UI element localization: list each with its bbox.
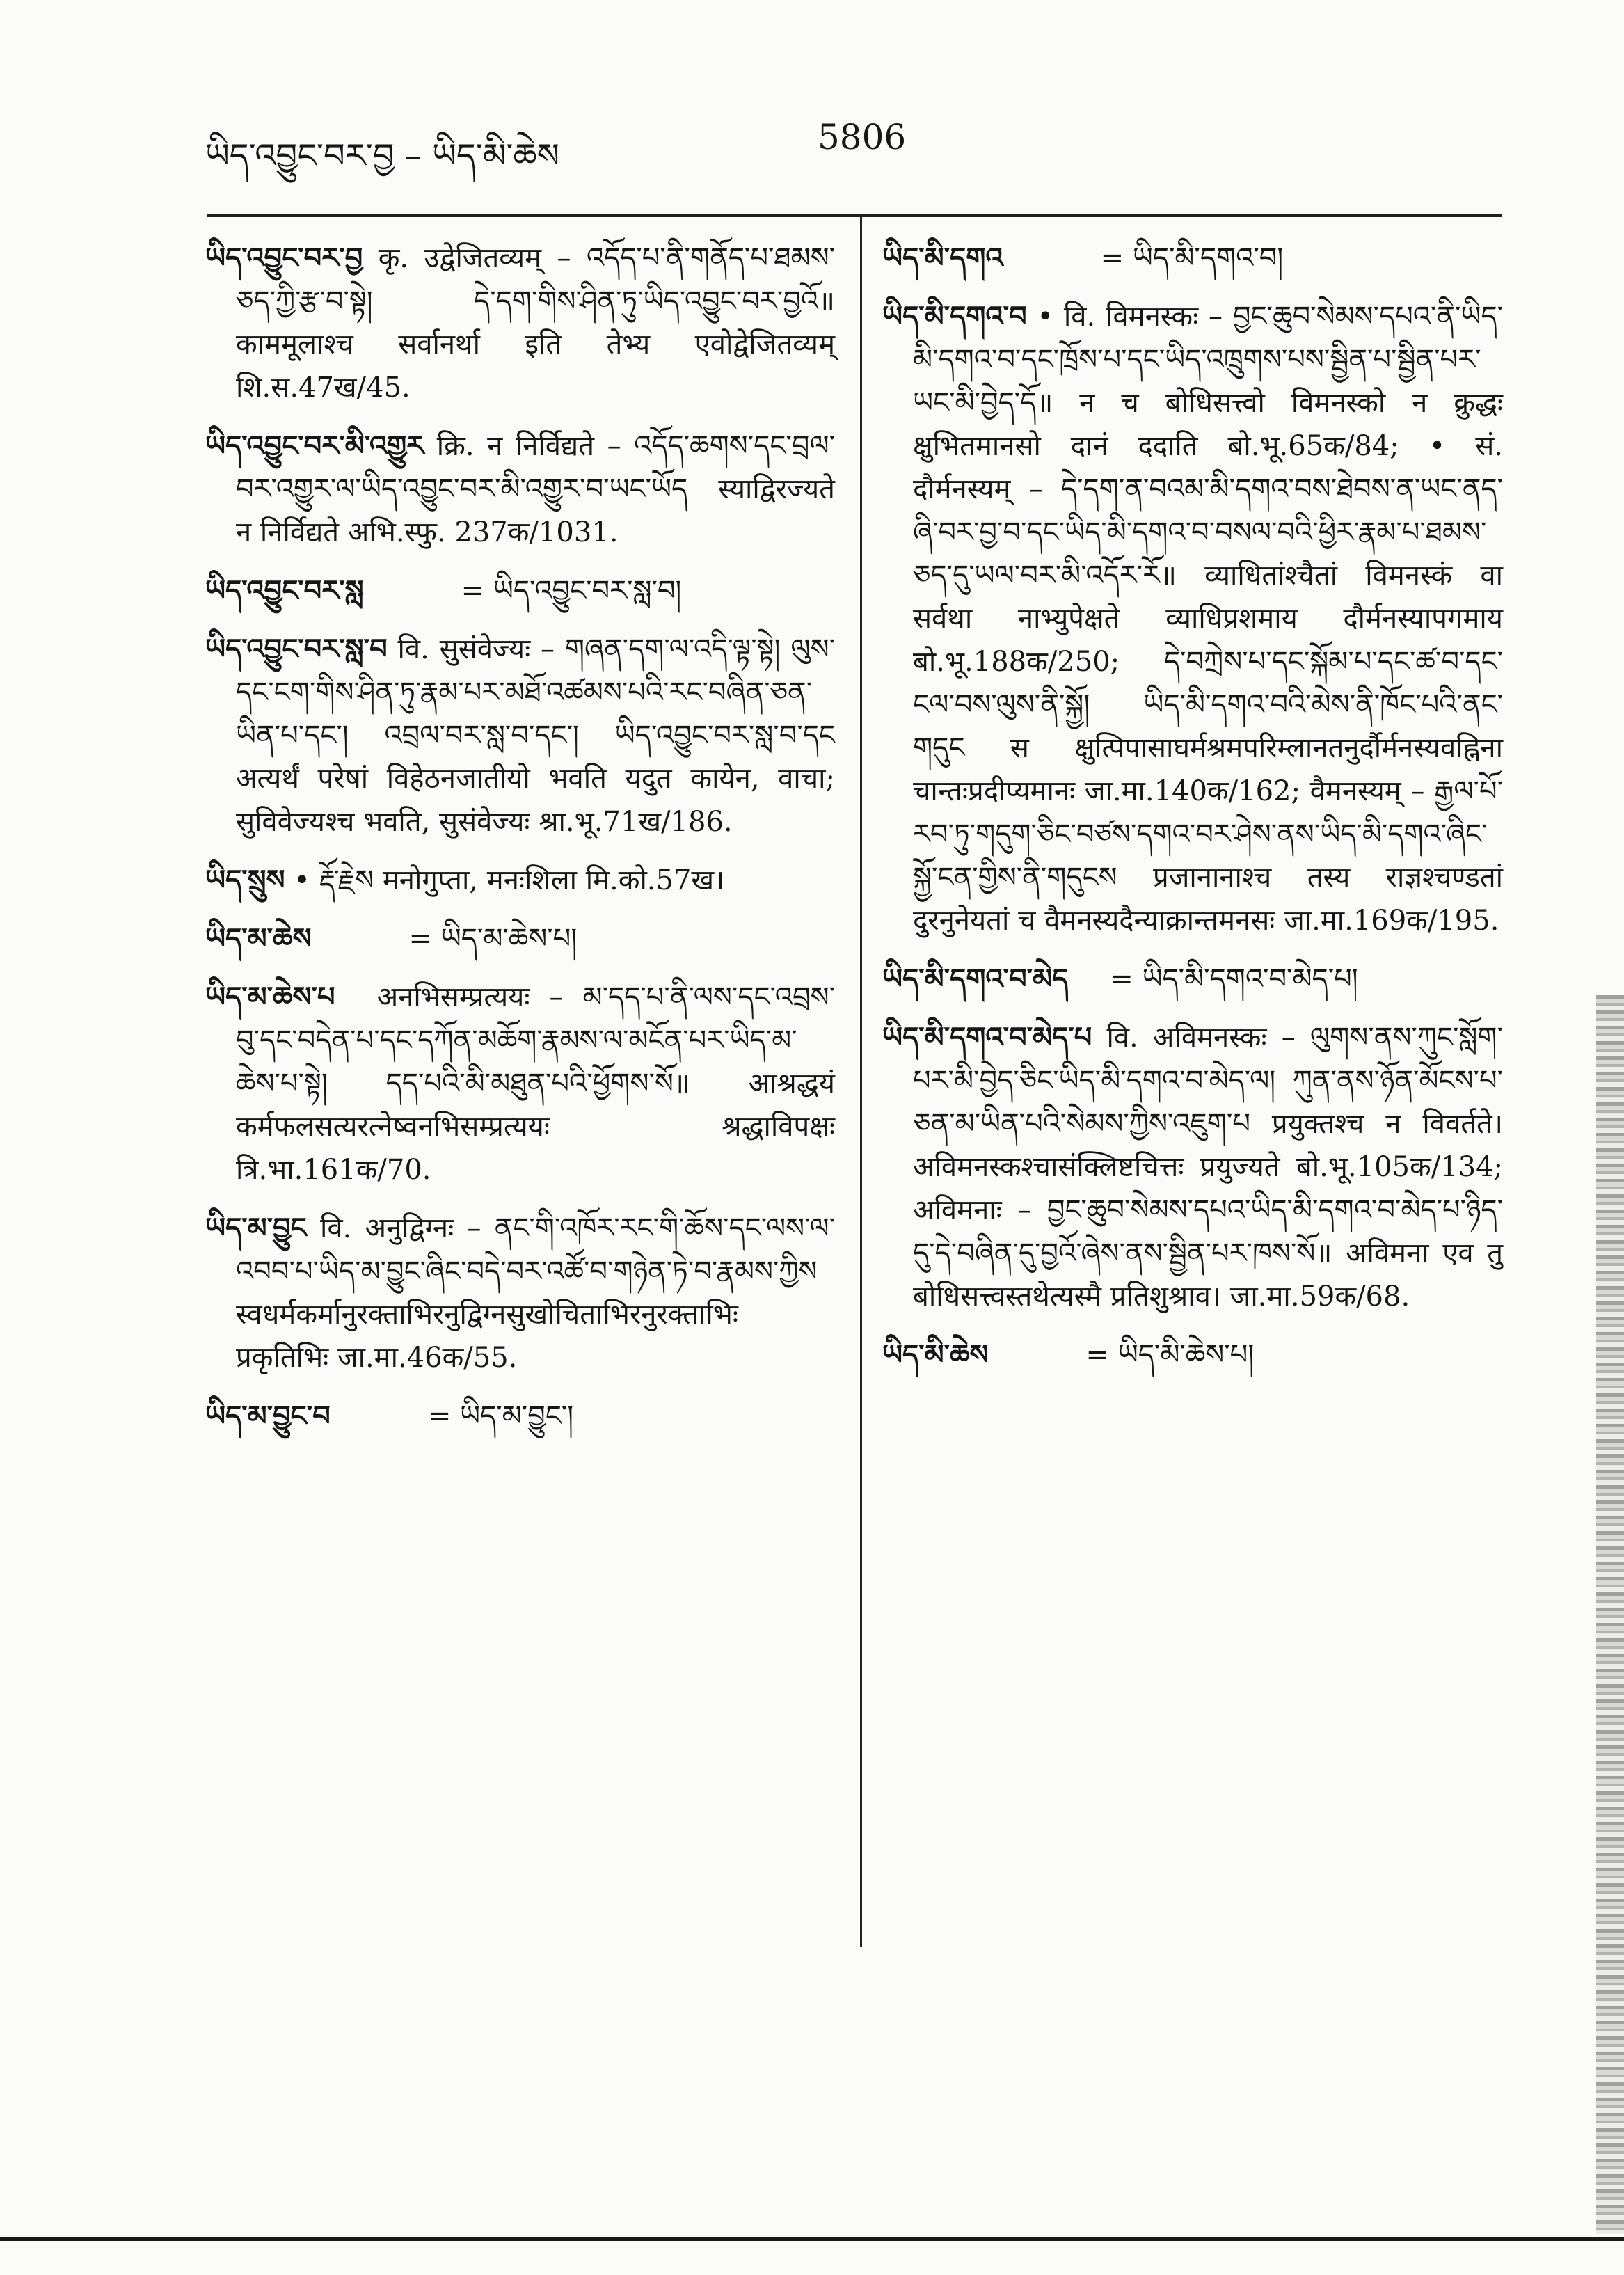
dictionary-entry	[205, 628, 835, 843]
entry-body: क्रि. न निर्विद्यते – འདོད་ཆགས་དང་བྲལ་བར་འགྱུར་ལ་ཡིད་འབྱུང་བར་མི་འགྱུར་བ་ཡང་ཡོད स्याद्विरज्यते न निर्विद्यते अभि.स्फु. 237क/1031.	[236, 430, 835, 548]
headword: ཡིད་འབྱུང་བར་སླ	[205, 574, 364, 607]
entry-body: = ཡིད་མ་བྱུང་།	[427, 1400, 574, 1432]
page-header	[205, 104, 1499, 174]
headword: ཡིད་མི་དགའ་བ་མེད་པ	[882, 1021, 1092, 1054]
headword: ཡིད་མ་ཆེས་པ	[205, 981, 335, 1013]
entry-body: = ཡིད་མི་ཆེས་པ།	[1085, 1339, 1255, 1371]
headword: ཡིད་མ་ཆེས	[205, 922, 312, 955]
cross-reference-entry	[205, 569, 835, 612]
entry-body: वि. अनुद्विग्नः – ནང་གི་འཁོར་རང་གི་ཆོས་དང་ལས་ལ་འབབ་པ་ཡིད་མ་བྱུང་ཞིང་བདེ་བར་འཚོ་བ་གཉེན་ཏེ་བ་རྣམས་ཀྱིས स्वधर्मकर्मानुरक्ताभिरनुद्विग्नसुखोचिताभिरनुरक्ताभिः प्रकृतिभिः जा.मा.46क/55.	[236, 1212, 835, 1374]
dictionary-entry	[205, 976, 835, 1191]
left-column	[205, 237, 835, 1453]
dictionary-entry	[882, 1016, 1503, 1318]
dictionary-entry	[205, 425, 835, 554]
header-rule	[207, 214, 1502, 217]
cross-reference-entry	[882, 958, 1503, 1001]
cross-reference-entry	[882, 237, 1503, 280]
headword: ཡིད་མ་བྱུང	[205, 1212, 307, 1244]
cross-reference-entry	[205, 917, 835, 960]
entry-body: • वि. विमनस्कः – བྱང་ཆུབ་སེམས་དཔའ་ནི་ཡིད་མི་དགའ་བ་དང་ཁྲོས་པ་དང་ཡིད་འཁྲུགས་པས་སྦྱིན་པ་སྦྱིན་པར་ཡང་མི་བྱེད་དོ॥ न च बोधिसत्त्वो विमनस्को न क्रुद्धः क्षुभितमानसो दानं ददाति बो.भू.65क/84; • सं. दौर्मनस्यम् – དེ་དག་ན་བའམ་མི་དགའ་བས་ཐེབས་ན་ཡང་ནད་ཞི་བར་བྱ་བ་དང་ཡིད་མི་དགའ་བ་བསལ་བའི་ཕྱིར་རྣམ་པ་ཐམས་ཅད་དུ་ཡལ་བར་མི་འདོར་རོ॥ व्याधितांश्चैतां विमनस्कं वा सर्वथा नाभ्युपेक्षते व्याधिप्रशमाय दौर्मनस्यापगमाय बो.भू.188क/250; དེ་བཀྲེས་པ་དང་སྐོམ་པ་དང་ཚ་བ་དང་ངལ་བས་ལུས་ནི་སྐྱོ། ཡིད་མི་དགའ་བའི་མེས་ནི་ཁོང་པའི་ནང་གདུང स क्षुत्पिपासाघर्मश्रमपरिम्लानतनुर्दौर्मनस्यवह्निना चान्तःप्रदीप्यमानः जा.मा.140क/162; वैमनस्यम् – རྒྱལ་པོ་རབ་ཏུ་གདུག་ཅིང་བཙས་དགའ་བར་ཤེས་ནས་ཡིད་མི་དགའ་ཞིང་སྐྱོ་ངན་གྱིས་ནི་གདུངས प्रजानानाश्च तस्य राज्ञश्चण्डतां दुरनुनेयतां च वैमनस्यदैन्याक्रान्तमनसः जा.मा.169क/195.	[913, 301, 1504, 937]
entry-body: अनभिसम्प्रत्ययः – མ་དད་པ་ནི་ལས་དང་འབྲས་བུ་དང་བདེན་པ་དང་དཀོན་མཆོག་རྣམས་ལ་མངོན་པར་ཡིད་མ་ཆེས་པ་སྟེ། དད་པའི་མི་མཐུན་པའི་ཕྱོགས་སོ॥ आश्रद्धयं कर्मफलसत्यरत्नेष्वनभिसम्प्रत्ययः श्रद्धाविपक्षः त्रि.भा.161क/70.	[236, 981, 835, 1186]
headword: ཡིད་འབྱུང་བར་མི་འགྱུར	[205, 429, 424, 462]
entry-body: = ཡིད་འབྱུང་བར་སླ་བ།	[461, 575, 682, 607]
scan-edge-shadow	[1596, 995, 1624, 2234]
headword: ཡིད་མི་ཆེས	[882, 1338, 989, 1371]
entry-body: • རྡོ་རྗེས मनोगुप्ता, मनःशिला मि.को.57ख।	[294, 864, 725, 896]
entry-body: = ཡིད་མི་དགའ་བ་མེད་པ།	[1110, 963, 1358, 995]
dictionary-entry	[205, 859, 835, 902]
headword: ཡིད་འབྱུང་བར་བྱ	[205, 241, 363, 274]
dictionary-entry	[205, 1207, 835, 1379]
headword: ཡིད་སྲུས	[205, 864, 285, 896]
page-number: 5806	[818, 117, 907, 157]
headword: ཡིད་མི་དགའ་བ	[882, 300, 1027, 333]
cross-reference-entry	[205, 1395, 835, 1438]
entry-body: वि. सुसंवेज्यः – གཞན་དག་ལ་འདི་ལྟ་སྟེ། ལུས་དང་ངག་གིས་ཤིན་ཏུ་རྣམ་པར་མཐོ་འཚམས་པའི་རང་བཞིན་ཅན་ཡིན་པ་དང་། འབྲལ་བར་སླ་བ་དང་། ཡིད་འབྱུང་བར་སླ་བ་དང अत्यर्थं परेषां विहेठनजातीयो भवति यदुत कायेन, वाचा; सुविवेज्यश्च भवति, सुसंवेज्यः श्रा.भू.71ख/186.	[236, 633, 835, 838]
bottom-scan-rule	[0, 2237, 1624, 2241]
headword: ཡིད་མི་དགའ་བ་མེད	[882, 962, 1069, 995]
headword: ཡིད་མ་བྱུང་བ	[205, 1400, 331, 1432]
entry-body: वि. अविमनस्कः – ལུགས་ནས་ཀུང་སློག་པར་མི་བྱེད་ཅིང་ཡིད་མི་དགའ་བ་མེད་ལ། ཀུན་ནས་ཉོན་མོངས་པ་ཅན་མ་ཡིན་པའི་སེམས་ཀྱིས་འཇུག་པ प्रयुक्तश्च न विवर्तते। अविमनस्कश्चासंक्लिष्टचित्तः प्रयुज्यते बो.भू.105क/134; अविमनाः – བྱང་ཆུབ་སེམས་དཔའ་ཡིད་མི་དགའ་བ་མེད་པ་ཉིད་དུ་དེ་བཞིན་དུ་བྱའོ་ཞེས་ནས་སྦྱིན་པར་ཁས་སོ॥ अविमना एव तु बोधिसत्त्वस्तथेत्यस्मै प्रतिशुश्राव। जा.मा.59क/68.	[913, 1022, 1503, 1313]
headword: ཡིད་འབྱུང་བར་སླ་བ	[205, 633, 388, 665]
entry-body: = ཡིད་མ་ཆེས་པ།	[408, 923, 578, 955]
dictionary-entry	[882, 295, 1503, 942]
column-divider	[860, 217, 862, 1947]
cross-reference-entry	[882, 1333, 1503, 1377]
headword: ཡིད་མི་དགའ	[882, 241, 1003, 274]
right-column	[882, 237, 1503, 1392]
entry-body: = ཡིད་མི་དགའ་བ།	[1100, 242, 1284, 274]
running-head: ཡིད་འབྱུང་བར་བྱ – ཡིད་མི་ཆེས	[205, 136, 560, 175]
entry-body: कृ. उद्वेजितव्यम् – འདོད་པ་ནི་གནོད་པ་ཐམས་ཅད་ཀྱི་རྩ་བ་སྟེ། དེ་དག་གིས་ཤིན་ཏུ་ཡིད་འབྱུང་བར་བྱའོ॥ काममूलाश्च सर्वानर्था इति तेभ्य एवोद्वेजितव्यम् शि.स.47ख/45.	[236, 242, 835, 404]
dictionary-entry	[205, 237, 835, 409]
